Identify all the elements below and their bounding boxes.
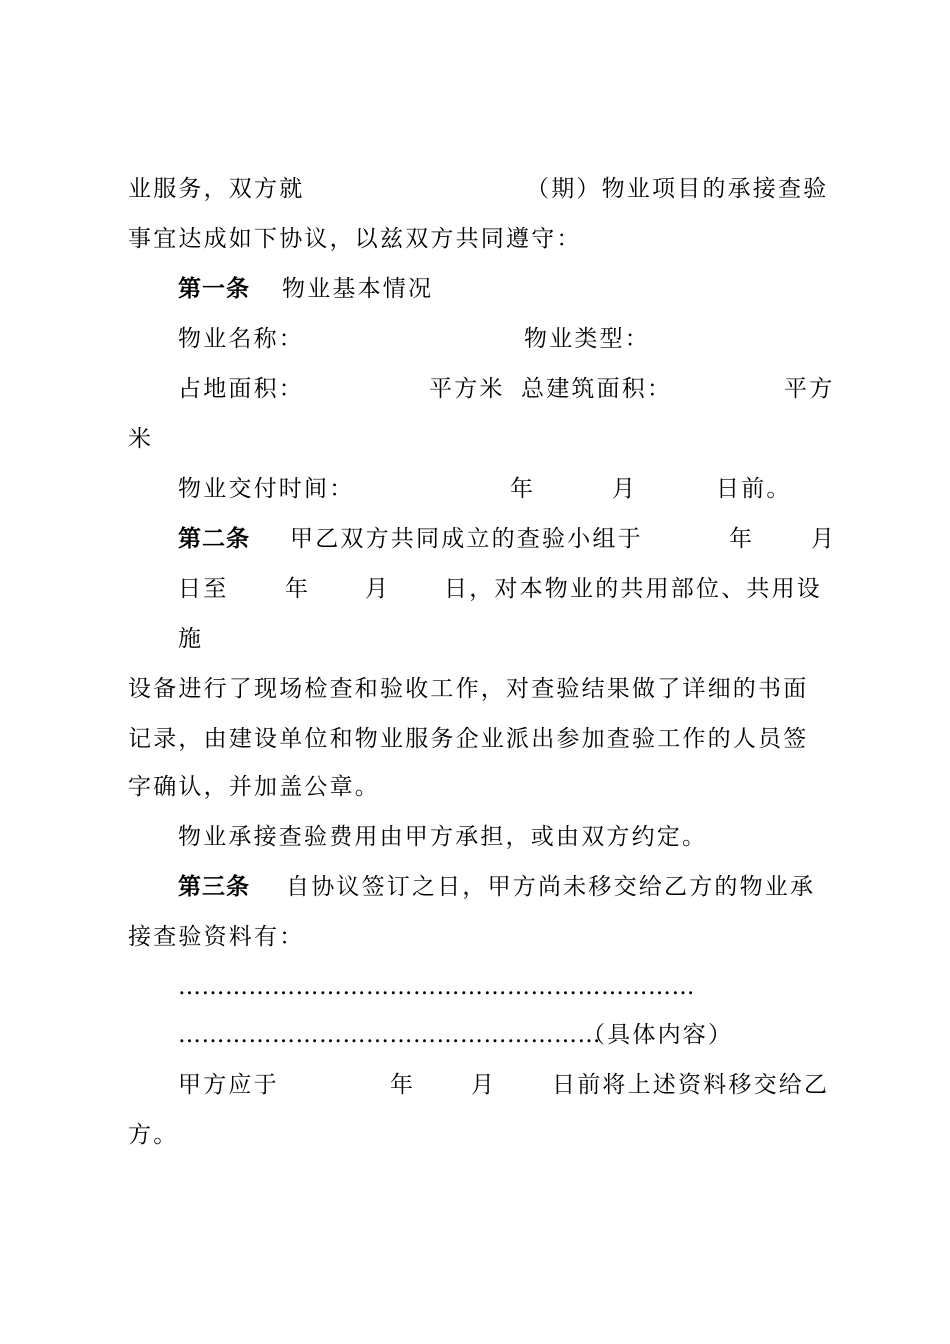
article-2-year-2: 年 — [285, 576, 311, 602]
property-type-label: 物业类型： — [524, 326, 650, 352]
article-1-heading: 第一条 — [178, 276, 250, 302]
land-area-label: 占地面积： — [178, 376, 304, 402]
delivery-year: 年 — [510, 476, 536, 502]
article-2-year-1: 年 — [729, 526, 755, 552]
article-3-deadline-b: 日前将上述资料移交给乙 — [552, 1072, 830, 1098]
text-agreement-intro: 事宜达成如下协议，以兹双方共同遵守： — [128, 226, 582, 252]
article-2-text-f: 字确认，并加盖公章。 — [128, 774, 380, 800]
article-3-specific-content: （具体内容） — [582, 1022, 734, 1048]
article-2-text-e: 记录，由建设单位和物业服务企业派出参加查验工作的人员签 — [128, 726, 809, 752]
property-name-label: 物业名称： — [178, 326, 304, 352]
article-2-line-6 — [128, 772, 380, 862]
area-unit-wrap-line — [128, 424, 166, 514]
delivery-time-label: 物业交付时间： — [178, 476, 355, 502]
delivery-day-before: 日前。 — [716, 476, 792, 502]
article-3-deadline-a: 甲方应于 — [178, 1072, 279, 1098]
article-3-deadline-c: 方。 — [128, 1122, 179, 1148]
article-3-text-b: 接查验资料有： — [128, 924, 305, 950]
article-2-text-d: 设备进行了现场检查和验收工作，对查验结果做了详细的书面 — [128, 676, 809, 702]
article-3-deadline-month: 月 — [471, 1072, 497, 1098]
article-1-title: 物业基本情况 — [282, 276, 434, 302]
article-2-text-a: 甲乙双方共同成立的查验小组于 — [290, 526, 643, 552]
article-2-text-b: 日，对本物业的共用部位、共用设 — [444, 576, 822, 602]
article-2-text-c: 施 — [178, 626, 204, 652]
total-area-label: 总建筑面积： — [521, 376, 673, 402]
text-service-parties: 业服务，双方就 — [128, 176, 305, 202]
article-3-dots-1: ………………………………………………………… — [178, 974, 695, 1000]
article-3-dots-2: ……………………………………………… — [178, 1022, 601, 1048]
article-3-deadline-year: 年 — [390, 1072, 416, 1098]
article-3-heading: 第三条 — [178, 874, 250, 900]
article-2-month-1: 月 — [811, 526, 837, 552]
article-3-text-a: 自协议签订之日，甲方尚未移交给乙方的物业承 — [286, 874, 816, 900]
delivery-month: 月 — [612, 476, 638, 502]
article-2-day-to: 日至 — [178, 576, 229, 602]
article-3-line-2 — [128, 922, 305, 1012]
total-area-unit-wrap: 米 — [128, 426, 154, 452]
article-2-fee: 物业承接查验费用由甲方承担，或由双方约定。 — [178, 824, 708, 850]
article-3-deadline-wrap-line — [128, 1120, 179, 1210]
article-2-month-2: 月 — [365, 576, 391, 602]
total-area-unit: 平方 — [784, 376, 835, 402]
article-2-heading: 第二条 — [178, 526, 250, 552]
text-project-inspection: （期）物业项目的承接查验 — [526, 176, 829, 202]
land-area-unit: 平方米 — [429, 376, 505, 402]
article-3-deadline-line — [178, 1070, 830, 1250]
